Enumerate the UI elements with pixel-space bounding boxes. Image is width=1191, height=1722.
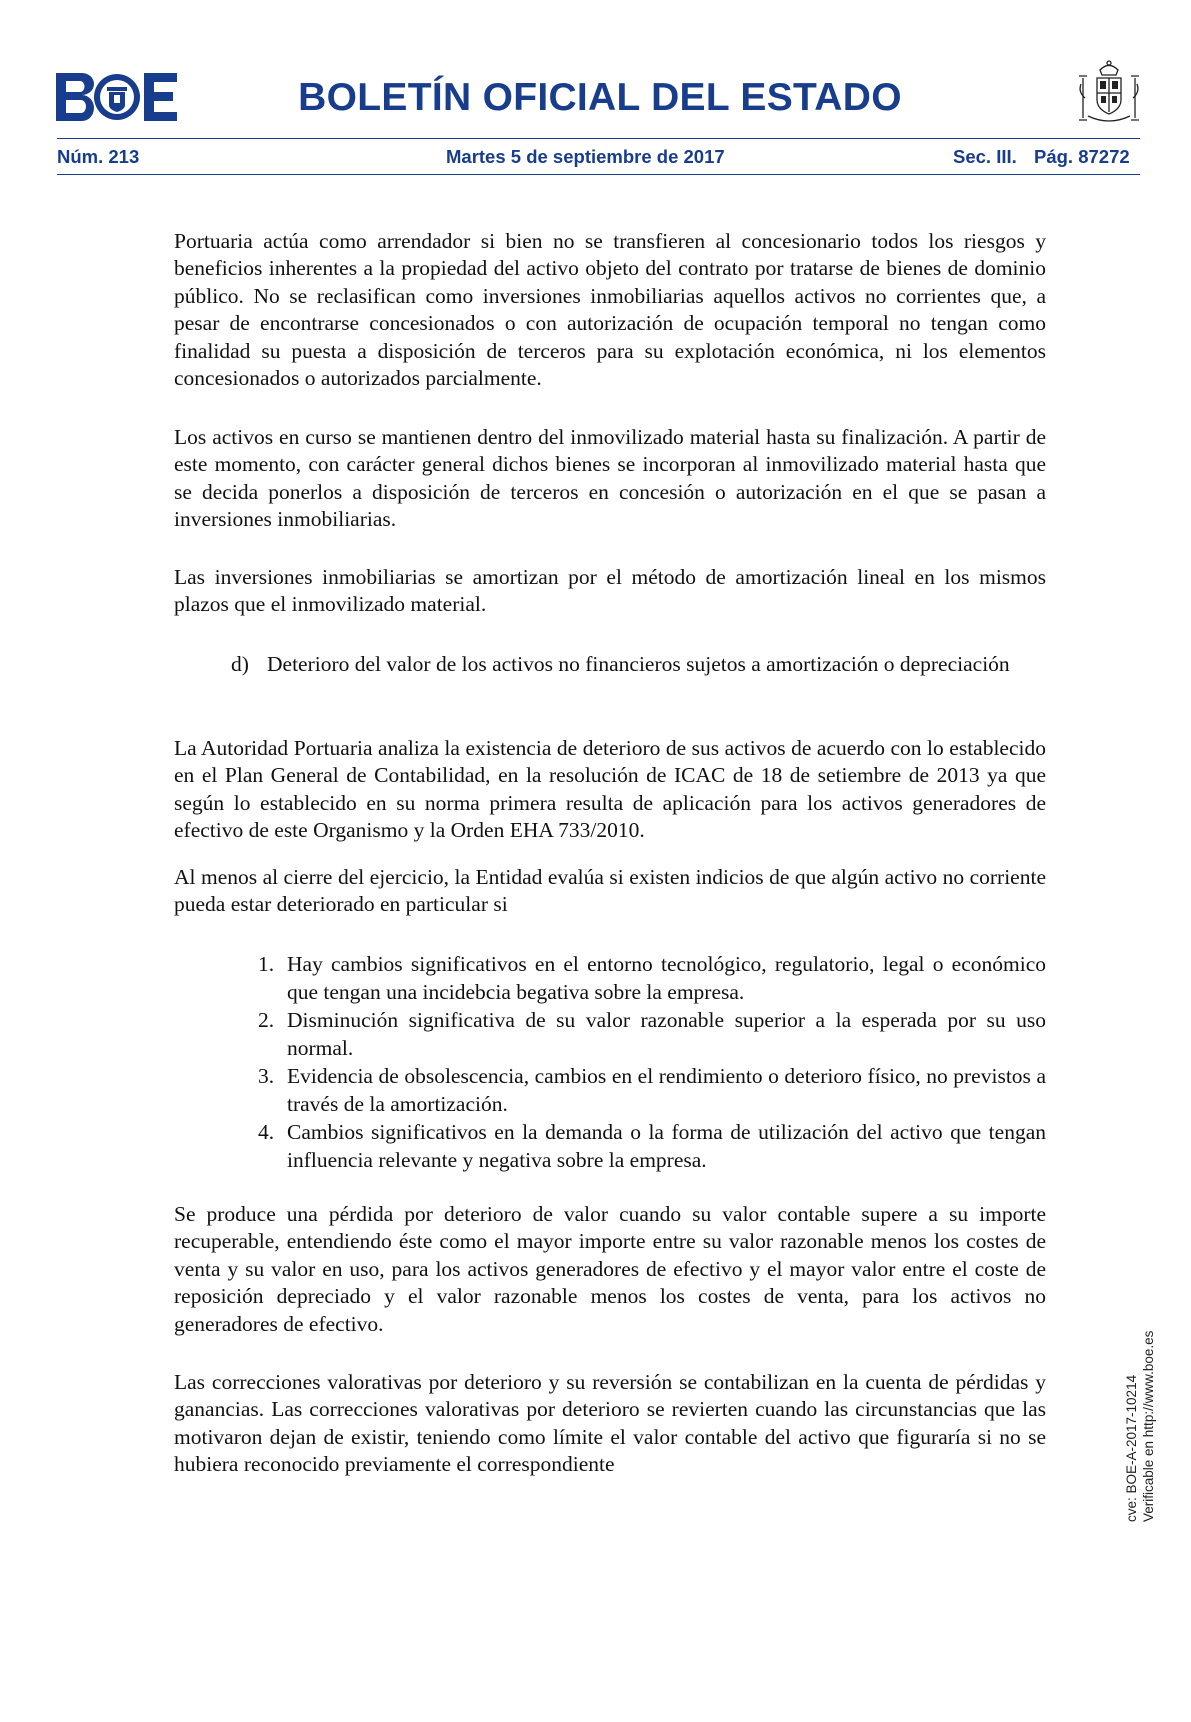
section-heading-d [231,651,1046,678]
section-label: Sec. III. [953,146,1017,167]
verification-note [1123,1330,1163,1722]
verification-url: Verificable en http://www.boe.es [1141,1330,1156,1522]
indicator-list [258,950,1046,1174]
masthead-title: BOLETÍN OFICIAL DEL ESTADO [298,76,902,119]
coat-of-arms-icon [1076,58,1142,128]
list-item: 2. Disminución significativa de su valor razonable superior a la esperada por su uso normal. [258,1008,1046,1060]
header-rule [57,138,1140,139]
cve-code: cve: BOE-A-2017-10214 [1124,1374,1139,1522]
paragraph: La Autoridad Portuaria analiza la existencia de deterioro de sus activos de acuerdo con lo establecido en el Plan General de Contabilidad, en la resolución de ICAC de 18 de setiembre de 2013 ya que según lo establecido en su norma primera resulta de aplicación para los activos generadores de efectivo de este Organismo y la Orden EHA 733/2010. [174,736,1046,843]
issue-number: Núm. 213 [57,146,140,167]
list-item: 1. Hay cambios significativos en el entorno tecnológico, regulatorio, legal o económico que tengan una incidebcia begativa sobre la empresa. [258,952,1046,1004]
issue-date: Martes 5 de septiembre de 2017 [446,146,725,167]
list-item: 4. Cambios significativos en la demanda o la forma de utilización del activo que tengan influencia relevante y negativa sobre la empresa. [258,1120,1046,1172]
paragraph: Al menos al cierre del ejercicio, la Entidad evalúa si existen indicios de que algún activo no corriente pueda estar deteriorado en particular si [174,865,1046,917]
paragraph: Se produce una pérdida por deterioro de valor cuando su valor contable supere a su importe recuperable, entendiendo éste como el mayor importe entre su valor razonable menos los costes de venta y su valor en uso, para los activos generadores de efectivo y el mayor valor entre el coste de reposición depreciado y el valor razonable menos los costes de venta, para los activos no generadores de efectivo. [174,1202,1046,1336]
paragraph: Los activos en curso se mantienen dentro del inmovilizado material hasta su finalización. A partir de este momento, con carácter general dichos bienes se incorporan al inmovilizado material hasta que se decida ponerlos a disposición de terceros en concesión o autorización en el que se pasan a inversiones inmobiliarias. [174,425,1046,532]
paragraph: Las correcciones valorativas por deterioro y su reversión se contabilizan en la cuenta de pérdidas y ganancias. Las correcciones valorativas por deterioro se revierten cuando las circunstancias que las motivaron dejan de existir, teniendo como límite el valor contable del activo que figuraría si no se hubiera reconocido previamente el correspondiente [174,1370,1046,1477]
page-number: Pág. 87272 [1034,146,1130,167]
paragraph: Portuaria actúa como arrendador si bien no se transfieren al concesionario todos los riesgos y beneficios inherentes a la propiedad del activo objeto del contrato por tratarse de bienes de dominio público. No se reclasifican como inversiones inmobiliarias aquellos activos no corrientes que, a pesar de encontrarse concesionados o con autorización de ocupación temporal no tengan como finalidad su puesta a disposición de terceros para su explotación económica, ni los elementos concesionados o autorizados parcialmente. [174,229,1046,391]
boe-logo [56,73,177,121]
heading-text: Deterioro del valor de los activos no financieros sujetos a amortización o depreciación [267,652,1010,676]
paragraph: Las inversiones inmobiliarias se amortizan por el método de amortización lineal en los mismos plazos que el inmovilizado material. [174,565,1046,617]
list-item: 3. Evidencia de obsolescencia, cambios en el rendimiento o deterioro físico, no previstos a través de la amortización. [258,1064,1046,1116]
header-rule-bottom [57,174,1140,175]
heading-marker: d) [231,652,249,676]
